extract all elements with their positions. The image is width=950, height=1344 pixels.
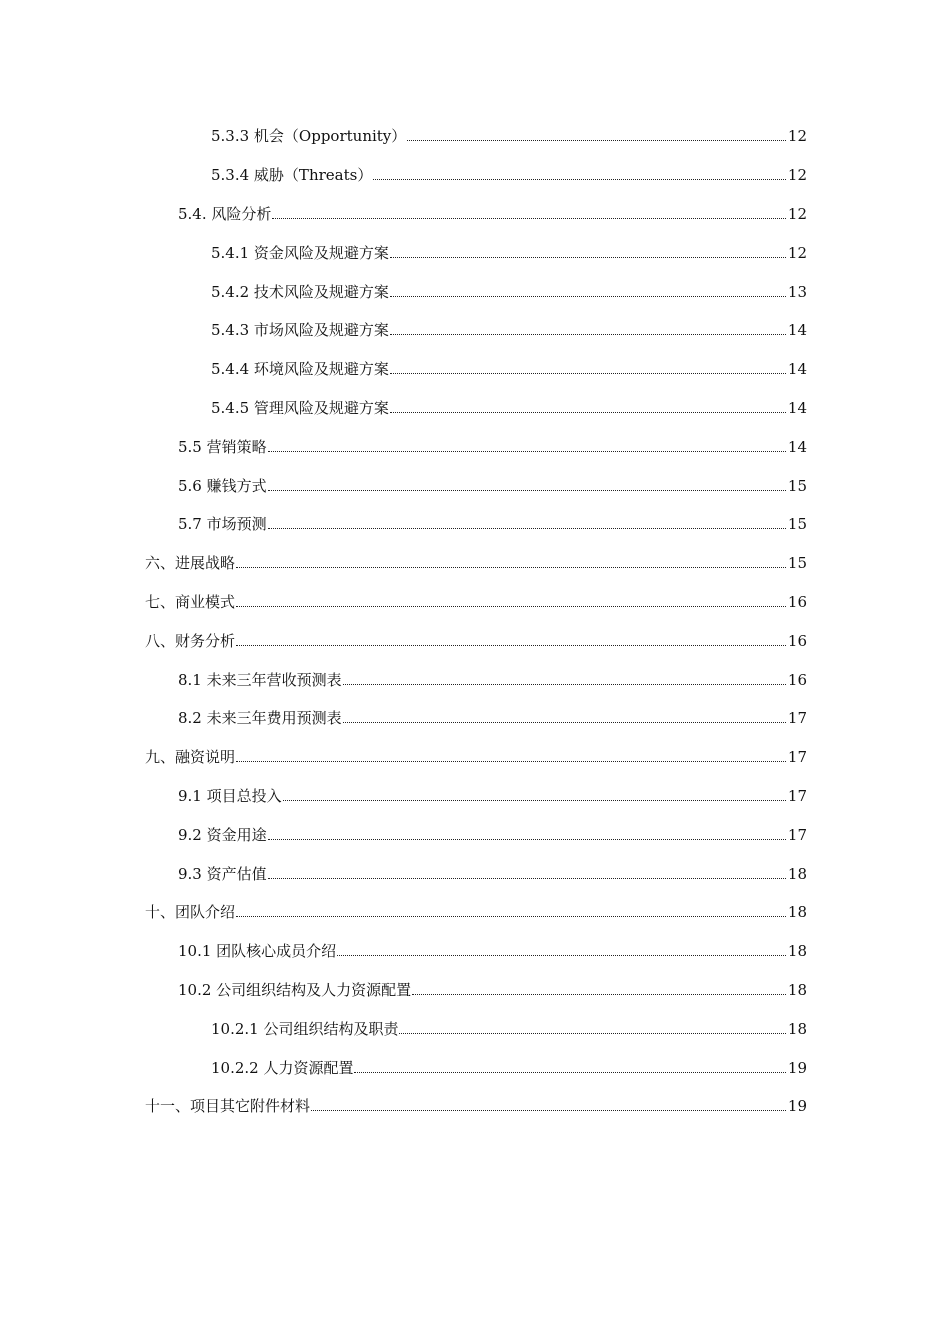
toc-entry-page-number: 15 — [787, 515, 807, 534]
toc-entry-title: 5.4.3 市场风险及规避方案 — [211, 321, 389, 340]
toc-entry[interactable] — [178, 660, 950, 699]
toc-entry-title: 10.2.2 人力资源配置 — [211, 1058, 354, 1077]
toc-entry-title: 七、商业模式 — [145, 592, 236, 611]
toc-entry-title: 九、融资说明 — [145, 748, 236, 767]
toc-entry-line — [178, 204, 807, 224]
toc-entry[interactable] — [145, 893, 950, 932]
toc-entry[interactable] — [211, 117, 950, 156]
toc-entry[interactable] — [145, 544, 950, 583]
toc-entry-page-number: 14 — [787, 360, 807, 379]
toc-entry-line — [211, 282, 807, 302]
toc-entry[interactable] — [178, 699, 950, 738]
toc-entry[interactable] — [145, 738, 950, 777]
dot-leader — [343, 722, 786, 723]
toc-entry-line — [178, 514, 807, 534]
toc-entry-line — [145, 1096, 807, 1116]
dot-leader — [236, 606, 786, 607]
toc-entry[interactable] — [211, 350, 950, 389]
toc-entry-page-number: 15 — [787, 476, 807, 495]
toc-entry[interactable] — [178, 427, 950, 466]
toc-entry[interactable] — [178, 505, 950, 544]
toc-entry-title: 十、团队介绍 — [145, 903, 236, 922]
toc-entry-page-number: 14 — [787, 321, 807, 340]
toc-entry[interactable] — [178, 777, 950, 816]
dot-leader — [236, 645, 786, 646]
toc-entry-page-number: 17 — [787, 748, 807, 767]
dot-leader — [268, 878, 786, 879]
toc-entry-line — [145, 747, 807, 767]
toc-entry-line — [178, 980, 807, 1000]
toc-entry-title: 10.2 公司组织结构及人力资源配置 — [178, 980, 412, 999]
toc-entry[interactable] — [178, 466, 950, 505]
toc-entry-line — [145, 553, 807, 573]
toc-entry-line — [178, 708, 807, 728]
toc-entry[interactable] — [211, 1009, 950, 1048]
toc-entry-line — [178, 864, 807, 884]
toc-entry-page-number: 12 — [787, 243, 807, 262]
dot-leader — [412, 994, 786, 995]
toc-entry-title: 十一、项目其它附件材料 — [145, 1097, 311, 1116]
toc-entry-title: 5.4.1 资金风险及规避方案 — [211, 243, 389, 262]
dot-leader — [268, 839, 786, 840]
toc-entry-title: 5.4.5 管理风险及规避方案 — [211, 398, 389, 417]
toc-entry-title: 六、进展战略 — [145, 554, 236, 573]
dot-leader — [390, 257, 786, 258]
toc-entry[interactable] — [145, 583, 950, 622]
toc-entry[interactable] — [178, 815, 950, 854]
toc-entry-page-number: 16 — [787, 631, 807, 650]
toc-entry-line — [211, 359, 807, 379]
toc-entry-title: 5.4.2 技术风险及规避方案 — [211, 282, 389, 301]
toc-entry-page-number: 12 — [787, 166, 807, 185]
dot-leader — [407, 140, 786, 141]
toc-entry[interactable] — [211, 1048, 950, 1087]
toc-entry[interactable] — [211, 389, 950, 428]
dot-leader — [390, 296, 786, 297]
toc-entry-line — [178, 786, 807, 806]
dot-leader — [268, 528, 786, 529]
toc-entry-line — [145, 902, 807, 922]
dot-leader — [390, 334, 786, 335]
toc-entry-title: 9.1 项目总投入 — [178, 786, 282, 805]
dot-leader — [236, 916, 786, 917]
toc-entry-page-number: 18 — [787, 980, 807, 999]
toc-entry-page-number: 15 — [787, 554, 807, 573]
toc-entry-page-number: 16 — [787, 670, 807, 689]
toc-entry-line — [211, 1058, 807, 1078]
toc-entry-page-number: 16 — [787, 592, 807, 611]
dot-leader — [311, 1110, 786, 1111]
toc-entry-title: 八、财务分析 — [145, 631, 236, 650]
dot-leader — [343, 684, 786, 685]
toc-entry-line — [211, 1019, 807, 1039]
toc-entry-title: 5.6 赚钱方式 — [178, 476, 267, 495]
toc-entry[interactable] — [145, 1087, 950, 1126]
toc-entry-page-number: 12 — [787, 127, 807, 146]
toc-entry-page-number: 18 — [787, 942, 807, 961]
toc-entry-page-number: 18 — [787, 1019, 807, 1038]
dot-leader — [272, 218, 786, 219]
toc-entry-page-number: 17 — [787, 786, 807, 805]
toc-entry-title: 5.3.3 机会（Opportunity） — [211, 127, 407, 146]
toc-entry-line — [211, 320, 807, 340]
toc-entry-page-number: 14 — [787, 437, 807, 456]
dot-leader — [337, 955, 786, 956]
dot-leader — [373, 179, 786, 180]
dot-leader — [283, 800, 786, 801]
toc-entry-title: 10.1 团队核心成员介绍 — [178, 942, 337, 961]
toc-entry-page-number: 17 — [787, 709, 807, 728]
toc-entry-line — [211, 243, 807, 263]
toc-entry-title: 9.2 资金用途 — [178, 825, 267, 844]
toc-entry-title: 9.3 资产估值 — [178, 864, 267, 883]
toc-entry-page-number: 19 — [787, 1058, 807, 1077]
toc-entry[interactable] — [211, 156, 950, 195]
toc-entry[interactable] — [178, 195, 950, 234]
toc-entry-title: 5.4.4 环境风险及规避方案 — [211, 360, 389, 379]
dot-leader — [354, 1072, 785, 1073]
dot-leader — [390, 373, 786, 374]
toc-entry-title: 5.7 市场预测 — [178, 515, 267, 534]
toc-entry[interactable] — [178, 971, 950, 1010]
toc-entry-line — [211, 126, 807, 146]
dot-leader — [268, 451, 786, 452]
toc-entry-title: 8.2 未来三年费用预测表 — [178, 709, 342, 728]
toc-entry[interactable] — [145, 621, 950, 660]
toc-entry-page-number: 18 — [787, 903, 807, 922]
toc-entry-page-number: 13 — [787, 282, 807, 301]
toc-entry-title: 5.3.4 威胁（Threats） — [211, 166, 373, 185]
toc-entry-line — [211, 398, 807, 418]
toc-entry[interactable] — [211, 233, 950, 272]
toc-entry-line — [178, 476, 807, 496]
toc-entry-page-number: 19 — [787, 1097, 807, 1116]
toc-entry-page-number: 18 — [787, 864, 807, 883]
toc-entry-title: 8.1 未来三年营收预测表 — [178, 670, 342, 689]
toc-entry[interactable] — [178, 932, 950, 971]
dot-leader — [236, 567, 786, 568]
toc-entry-page-number: 14 — [787, 398, 807, 417]
toc-entry-line — [178, 437, 807, 457]
dot-leader — [399, 1033, 785, 1034]
toc-entry[interactable] — [211, 311, 950, 350]
toc-entry-line — [178, 941, 807, 961]
toc-entry-page-number: 17 — [787, 825, 807, 844]
dot-leader — [390, 412, 786, 413]
toc-entry-title: 5.4. 风险分析 — [178, 204, 272, 223]
dot-leader — [268, 490, 786, 491]
toc-entry-title: 5.5 营销策略 — [178, 437, 267, 456]
toc-entry-title: 10.2.1 公司组织结构及职责 — [211, 1019, 399, 1038]
toc-entry[interactable] — [178, 854, 950, 893]
toc-entry[interactable] — [211, 272, 950, 311]
toc-entry-line — [178, 670, 807, 690]
table-of-contents — [0, 117, 950, 1126]
toc-entry-line — [145, 592, 807, 612]
toc-entry-page-number: 12 — [787, 204, 807, 223]
toc-entry-line — [178, 825, 807, 845]
toc-entry-line — [211, 165, 807, 185]
toc-entry-line — [145, 631, 807, 651]
dot-leader — [236, 761, 786, 762]
